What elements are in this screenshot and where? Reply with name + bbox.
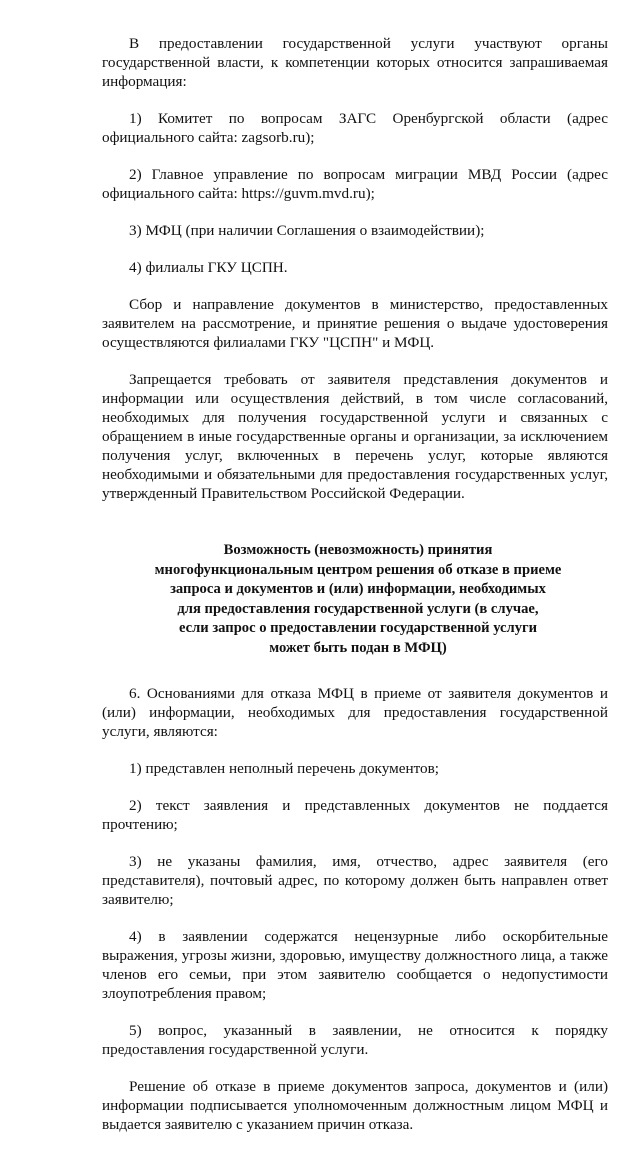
section-heading-line: для предоставления государственной услуги (в случае, — [177, 600, 539, 617]
section-heading-line: может быть подан в МФЦ) — [269, 639, 447, 656]
participant-item-1: 1) Комитет по вопросам ЗАГС Оренбургской области (адрес официального сайта: zagsorb.ru); — [102, 110, 608, 146]
collection-paragraph: Сбор и направление документов в министерство, предоставленных заявителем на рассмотрение, и принятие решения о выдаче удостоверения осуществляются филиалами ГКУ "ЦСПН" и МФЦ. — [102, 296, 608, 351]
intro-paragraph: В предоставлении государственной услуги участвуют органы государственной власти, к компетенции которых относится запрашиваемая информация: — [102, 35, 608, 90]
participant-item-3: 3) МФЦ (при наличии Соглашения о взаимодействии); — [129, 222, 485, 239]
section-heading — [102, 541, 608, 658]
ground-item-2: 2) текст заявления и представленных документов не поддается прочтению; — [102, 797, 608, 833]
participant-item-2: 2) Главное управление по вопросам миграции МВД России (адрес официального сайта: https://guvm.mvd.ru); — [102, 166, 608, 202]
section-heading-line: запроса и документов и (или) информации, необходимых — [170, 581, 546, 597]
participant-item-4: 4) филиалы ГКУ ЦСПН. — [129, 259, 288, 276]
document-body — [102, 34, 608, 1152]
section-heading-line: если запрос о предоставлении государственной услуги — [178, 620, 538, 636]
prohibition-paragraph: Запрещается требовать от заявителя представления документов и информации или осуществления действий, в том числе согласований, необходимых для получения государственной услуги и связанных с обращением в иные государственные органы и организации, за исключением получения услуг, включенных в перечень услуг, которые являются необходимыми и обязательными для предоставления государственных услуг, утвержденный Правительством Российской Федерации. — [102, 371, 608, 502]
ground-item-1: 1) представлен неполный перечень документов; — [129, 760, 440, 777]
grounds-intro-paragraph: 6. Основаниями для отказа МФЦ в приеме от заявителя документов и (или) информации, необходимых для предоставления государственной услуги, являются: — [102, 685, 608, 740]
ground-item-3: 3) не указаны фамилия, имя, отчество, адрес заявителя (его представителя), почтовый адрес, по которому должен быть направлен ответ заявителю; — [102, 853, 608, 908]
ground-item-4: 4) в заявлении содержатся нецензурные либо оскорбительные выражения, угрозы жизни, здоровью, имуществу должностного лица, а также членов его семьи, при этом заявителю сообщается о недопустимости злоупотребления правом; — [102, 928, 608, 1002]
ground-item-5: 5) вопрос, указанный в заявлении, не относится к порядку предоставления государственной услуги. — [102, 1022, 608, 1058]
section-heading-line: Возможность (невозможность) принятия — [223, 542, 493, 558]
decision-paragraph: Решение об отказе в приеме документов запроса, документов и (или) информации подписывается уполномоченным должностным лицом МФЦ и выдается заявителю с указанием причин отказа. — [102, 1078, 608, 1133]
section-heading-line: многофункциональным центром решения об отказе в приеме — [154, 561, 562, 578]
